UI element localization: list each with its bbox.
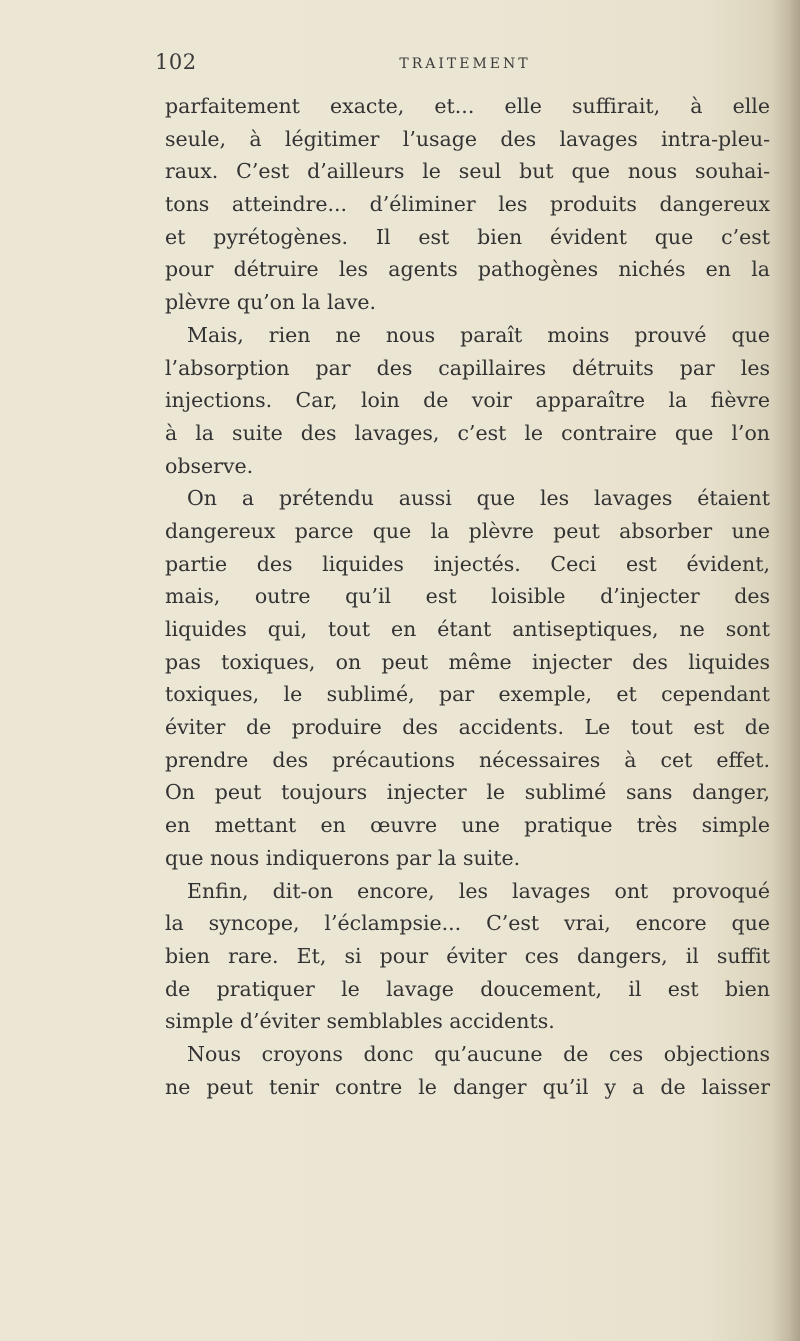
text-line: la syncope, l’éclampsie... C’est vrai, encore que [165,911,770,936]
text-line: ne peut tenir contre le danger qu’il y a de laisser [165,1074,770,1099]
text-line: à la suite des lavages, c’est le contraire que l’on [165,420,770,445]
text-line: seule, à légitimer l’usage des lavages intra-pleu- [165,126,770,151]
text-line: Mais, rien ne nous paraît moins prouvé que [187,322,770,347]
text-line: simple d’éviter semblables accidents. [165,1009,555,1034]
text-line: liquides qui, tout en étant antiseptiques, ne sont [165,617,770,641]
text-line: mais, outre qu’il est loisible d’injecter des [165,584,770,609]
text-line: éviter de produire des accidents. Le tout est de [165,715,770,740]
text-line: prendre des précautions nécessaires à cet effet. [165,747,770,772]
text-line: injections. Car, loin de voir apparaître la fièvre [165,388,770,413]
text-line: On a prétendu aussi que les lavages étaient [187,486,770,511]
page-edge-shadow [772,0,800,1341]
running-head: TRAITEMENT [399,56,531,72]
text-line: Enfin, dit-on encore, les lavages ont provoqué [187,878,770,903]
text-line: raux. C’est d’ailleurs le seul but que nous souhai- [165,159,770,184]
text-line: en mettant en œuvre une pratique très simple [165,813,770,838]
text-line: bien rare. Et, si pour éviter ces dangers, il suffit [165,943,770,968]
text-line: Nous croyons donc qu’aucune de ces objections [187,1041,770,1066]
text-line: parfaitement exacte, et... elle suffirait, à elle [165,94,770,118]
text-line: dangereux parce que la plèvre peut absorber une [165,518,770,543]
text-line: pas toxiques, on peut même injecter des liquides [165,649,770,674]
text-line: de pratiquer le lavage doucement, il est bien [165,976,770,1001]
text-line: On peut toujours injecter le sublimé sans danger, [165,780,770,805]
text-line: tons atteindre... d’éliminer les produits dangereux [165,192,770,217]
text-line: toxiques, le sublimé, par exemple, et cependant [165,682,770,707]
body-text [165,90,770,1103]
text-line: l’absorption par des capillaires détruits par les [165,355,770,380]
page-header [155,50,775,90]
text-line: et pyrétogènes. Il est bien évident que c’est [165,224,770,249]
text-line: pour détruire les agents pathogènes nichés en la [165,257,770,282]
text-line: que nous indiquerons par la suite. [165,845,521,870]
text-line: observe. [165,453,254,478]
page-number: 102 [155,50,197,74]
text-line: plèvre qu’on la lave. [165,290,377,315]
text-line: partie des liquides injectés. Ceci est évident, [165,551,770,576]
